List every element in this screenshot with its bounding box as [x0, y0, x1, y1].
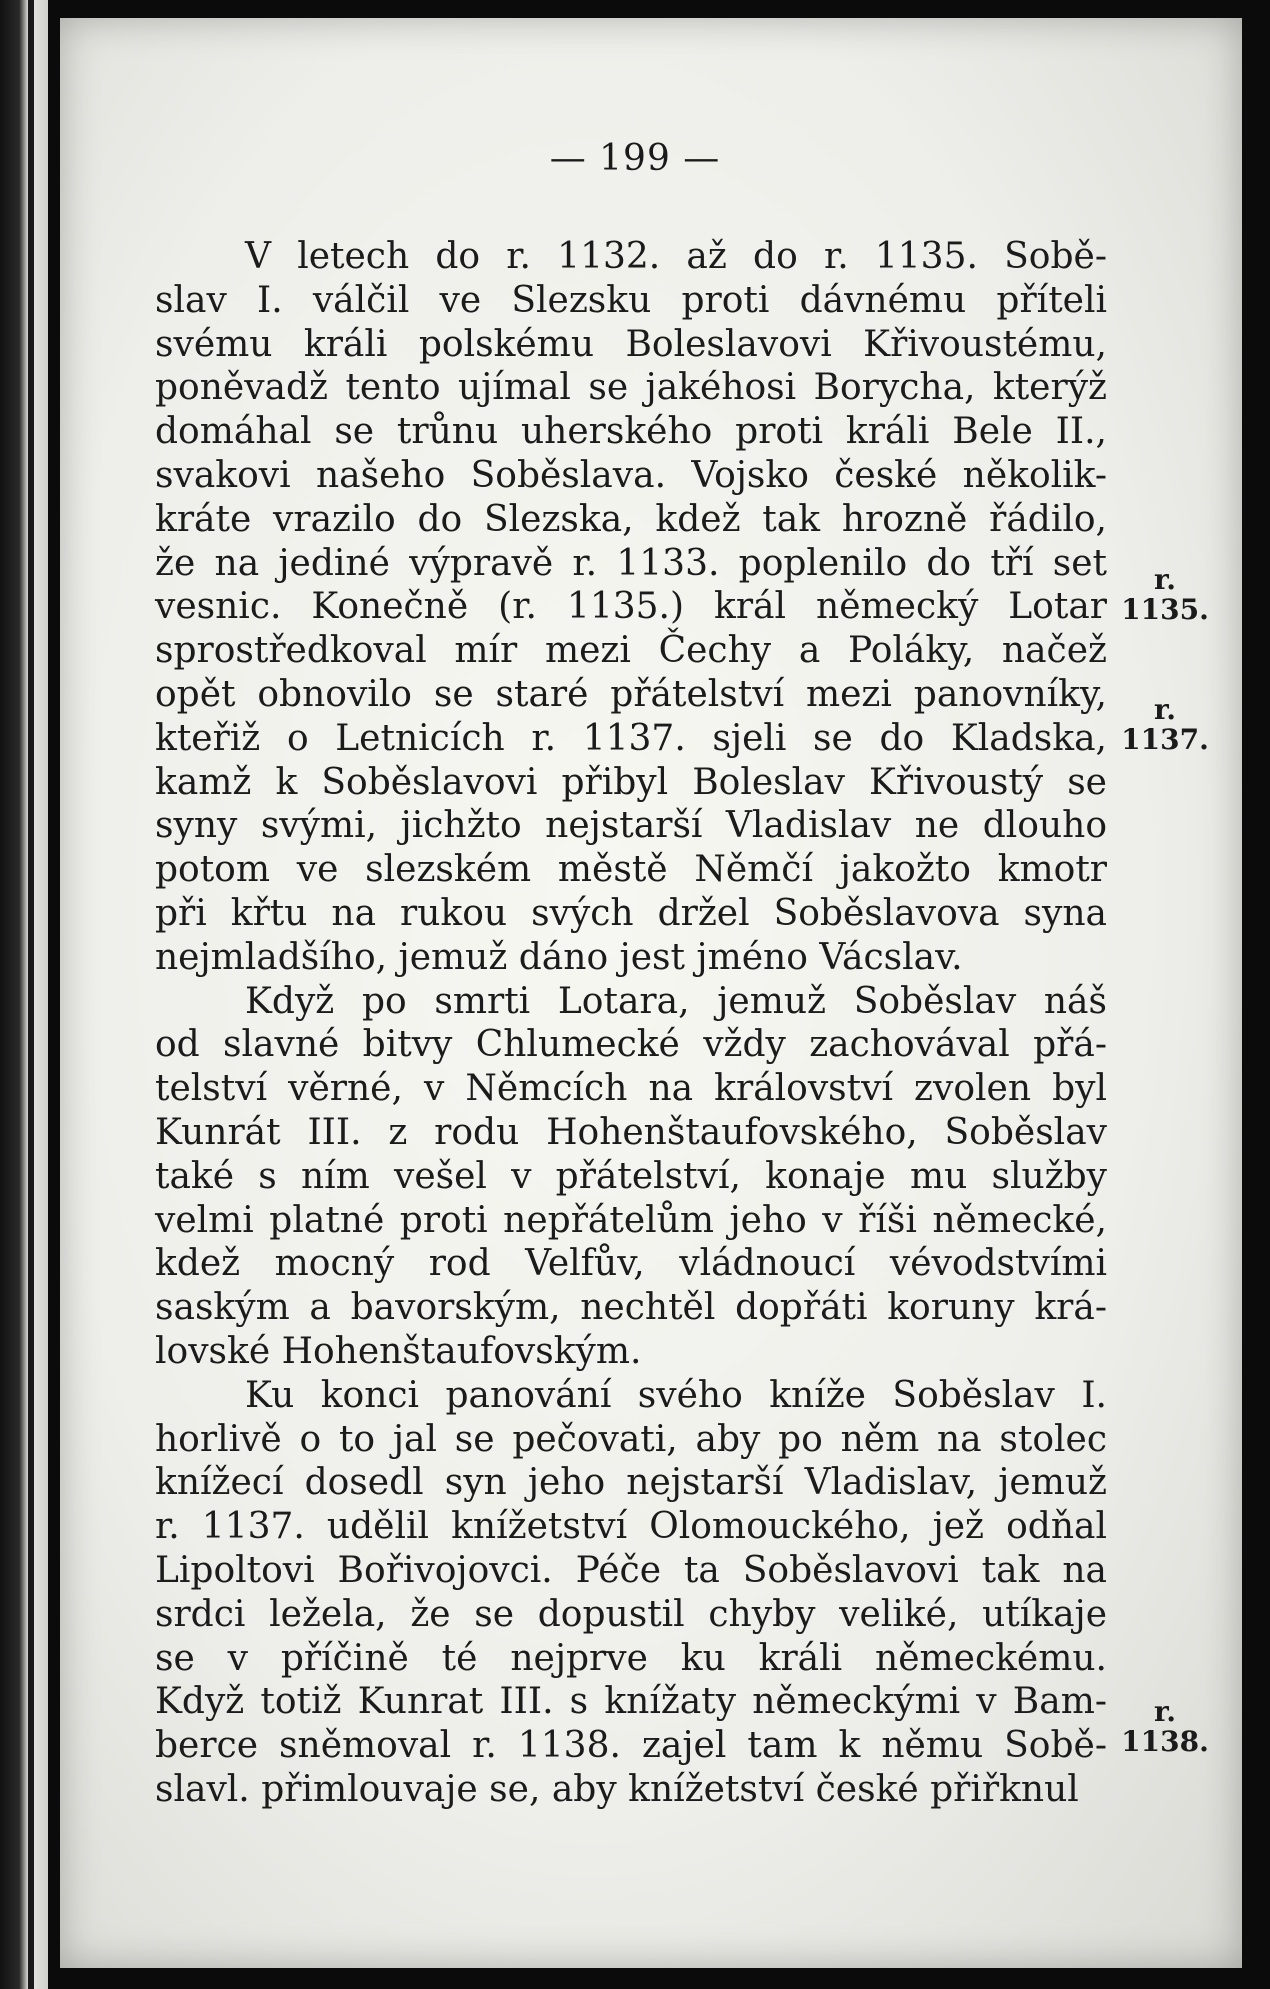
text-line: při křtu na rukou svých držel Soběslavova syna	[155, 892, 1107, 934]
text-line: sprostředkoval mír mezi Čechy a Poláky, načež	[155, 630, 1107, 672]
text-line: Lipoltovi Bořivojovci. Péče ta Soběslavovi tak na	[155, 1549, 1107, 1591]
text-line: nejmladšího, jemuž dáno jest jméno Vácslav.	[155, 936, 963, 978]
text-line: se v příčině té nejprve ku králi německému.	[155, 1637, 1107, 1679]
margin-note-year: 1137.	[1121, 723, 1209, 756]
text-line: kráte vrazilo do Slezska, kdež tak hrozně řádilo,	[155, 498, 1107, 540]
text-line: slav I. válčil ve Slezsku proti dávnému příteli	[155, 279, 1107, 321]
text-line: velmi platné proti nepřátelům jeho v říši německé,	[155, 1199, 1107, 1241]
margin-note-prefix: r.	[1154, 1695, 1176, 1728]
page-number: — 199 —	[549, 138, 721, 179]
margin-note-1137	[1120, 695, 1210, 755]
text-line: svému králi polskému Boleslavovi Křivoustému,	[155, 323, 1107, 365]
text-line: Kunrát III. z rodu Hohenštaufovského, Soběslav	[155, 1111, 1107, 1153]
text-line: Když totiž Kunrat III. s knížaty německými v Bam-	[155, 1681, 1107, 1723]
text-line: kamž k Soběslavovi přibyl Boleslav Křivoustý se	[155, 761, 1107, 803]
text-line: poněvadž tento ujímal se jakéhosi Borycha, kterýž	[155, 367, 1107, 409]
margin-note-prefix: r.	[1154, 563, 1176, 596]
text-line: Ku konci panování svého kníže Soběslav I.	[245, 1374, 1107, 1416]
text-line: telství věrné, v Němcích na království zvolen byl	[155, 1068, 1107, 1110]
text-line: V letech do r. 1132. až do r. 1135. Sobě-	[245, 236, 1107, 277]
text-line: slavl. přimlouvaje se, aby knížetství české přiřknul	[155, 1768, 1079, 1810]
text-line: knížecí dosedl syn jeho nejstarší Vladislav, jemuž	[155, 1462, 1107, 1504]
margin-note-year: 1135.	[1121, 593, 1209, 626]
book-spine-edge	[0, 0, 48, 1989]
text-line: lovské Hohenštaufovským.	[155, 1330, 642, 1372]
body-text	[155, 235, 1107, 1812]
text-line: svakovi našeho Soběslava. Vojsko české několik-	[155, 454, 1107, 496]
text-line: Když po smrti Lotara, jemuž Soběslav náš	[245, 980, 1107, 1022]
text-line: od slavné bitvy Chlumecké vždy zachovával přá-	[155, 1024, 1107, 1066]
margin-note-1138	[1120, 1697, 1210, 1757]
margin-note-1135	[1120, 565, 1210, 625]
text-line: potom ve slezském městě Němčí jakožto kmotr	[155, 849, 1107, 891]
text-line: horlivě o to jal se pečovati, aby po něm na stolec	[155, 1418, 1107, 1460]
text-line: domáhal se trůnu uherského proti králi Bele II.,	[155, 411, 1107, 453]
text-line: r. 1137. udělil knížetství Olomouckého, jež odňal	[155, 1506, 1107, 1548]
text-line: berce sněmoval r. 1138. zajel tam k němu Sobě-	[155, 1725, 1107, 1767]
text-line: že na jediné výpravě r. 1133. poplenilo do tří set	[155, 542, 1107, 584]
text-line: kdež mocný rod Velfův, vládnoucí vévodstvími	[155, 1243, 1107, 1285]
margin-note-prefix: r.	[1154, 693, 1176, 726]
text-line: srdci ležela, že se dopustil chyby veliké, utíkaje	[155, 1593, 1107, 1635]
text-line: vesnic. Konečně (r. 1135.) král německý Lotar	[155, 586, 1107, 628]
margin-note-year: 1138.	[1121, 1725, 1209, 1758]
spine-shadow	[28, 0, 34, 1989]
text-line: kteřiž o Letnicích r. 1137. sjeli se do Kladska,	[155, 717, 1107, 759]
text-line: syny svými, jichžto nejstarší Vladislav ne dlouho	[155, 805, 1107, 847]
text-line: také s ním vešel v přátelství, konaje mu služby	[155, 1155, 1107, 1197]
text-line: saským a bavorským, nechtěl dopřáti koruny krá-	[155, 1287, 1107, 1329]
text-line: opět obnovilo se staré přátelství mezi panovníky,	[155, 673, 1107, 715]
